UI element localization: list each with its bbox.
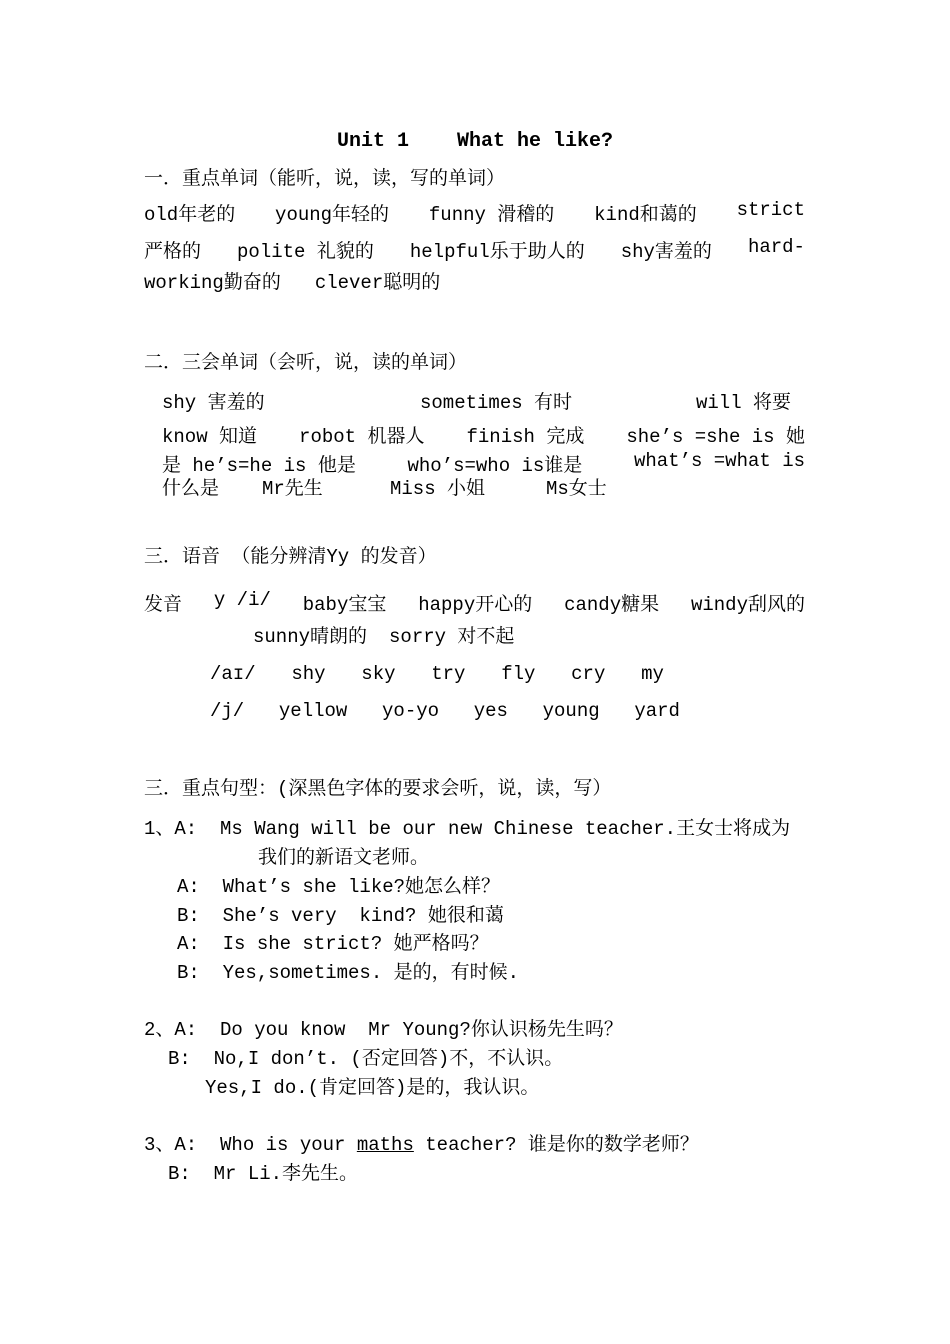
dialogue3-text: 3、A: Who is your	[144, 1134, 357, 1156]
word-item: will 将要	[696, 392, 792, 414]
section2-line1c	[696, 392, 791, 415]
vocab-item: 严格的	[144, 241, 202, 263]
phonics-item: sorry 对不起	[389, 626, 515, 648]
section1-line1	[144, 199, 805, 226]
phonics-item: fly	[501, 663, 536, 685]
dialogue1-line2: 我们的新语文老师。	[258, 847, 430, 869]
word-item: shy 害羞的	[162, 392, 265, 414]
section2-line4	[162, 478, 219, 501]
section2-line4d	[546, 478, 607, 501]
section1-line2	[144, 236, 805, 263]
dialogue2-line3: Yes,I do.(肯定回答)是的，我认识。	[205, 1077, 540, 1099]
word-item: 是 he’s=he is 他是	[162, 455, 356, 477]
phonics-item: my	[641, 663, 664, 685]
phonics-item: yard	[634, 700, 680, 722]
phonics-item: 发音	[144, 594, 183, 616]
vocab-item: shy害羞的	[620, 241, 712, 263]
word-item: what’s =what is	[633, 450, 805, 472]
word-item: robot 机器人	[299, 426, 425, 448]
vocab-item: young年轻的	[275, 204, 390, 226]
phonics-item: candy糖果	[564, 594, 660, 616]
dialogue3-text: teacher? 谁是你的数学老师？	[413, 1134, 699, 1156]
phonics-item: cry	[571, 663, 606, 685]
word-item: who’s=who is谁是	[407, 455, 583, 477]
vocab-item: hard-	[747, 236, 805, 258]
section2-line4c	[390, 478, 485, 501]
dialogue1-line5: A: Is she strict? 她严格吗？	[177, 933, 489, 955]
dialogue1-line1: 1、A: Ms Wang will be our new Chinese teacher.王女士将成为	[144, 818, 791, 840]
section2-line3	[162, 450, 805, 477]
dialogue3-line2: B: Mr Li.李先生。	[168, 1163, 359, 1185]
vocab-item: kind和蔼的	[594, 204, 697, 226]
dialogue1-line6: B: Yes,sometimes. 是的，有时候.	[177, 962, 520, 984]
phonics-item: /aɪ/	[210, 663, 256, 685]
word-item: Miss 小姐	[390, 478, 486, 500]
page-title: Unit 1 What he like?	[336, 130, 614, 153]
dialogue2-line1: 2、A: Do you know Mr Young?你认识杨先生吗？	[144, 1019, 623, 1041]
section2-heading: 二．三会单词（会听，说，读的单词）	[144, 352, 468, 374]
section2-line2	[162, 421, 805, 448]
phonics-item: /j/	[210, 700, 245, 722]
phonics-item: yellow	[278, 700, 348, 722]
phonics-item: sky	[361, 663, 396, 685]
section3-line1	[144, 589, 805, 616]
phonics-item: windy刮风的	[690, 594, 805, 616]
dialogue1-line3: A: What’s she like?她怎么样？	[177, 876, 501, 898]
phonics-item: try	[431, 663, 466, 685]
section2-line4b	[262, 478, 323, 501]
phonics-item: sunny晴朗的	[253, 626, 368, 648]
underlined-word: maths	[356, 1134, 414, 1156]
section4-heading: 三．重点句型：(深黑色字体的要求会听，说，读，写）	[144, 778, 612, 800]
vocab-item: working勤奋的	[144, 272, 281, 294]
vocab-item: old年老的	[144, 204, 236, 226]
section3-line2	[253, 626, 514, 649]
word-item: finish 完成	[466, 426, 585, 448]
vocab-item: clever聪明的	[314, 272, 441, 294]
dialogue1-line4: B: She’s very kind? 她很和蔼	[177, 905, 504, 927]
section2-line1b	[420, 392, 572, 415]
section3-heading: 三．语音 （能分辨清Yy 的发音）	[144, 546, 437, 568]
section2-line1	[162, 392, 265, 415]
phonics-item: shy	[291, 663, 326, 685]
phonics-item: baby宝宝	[302, 594, 387, 616]
word-item: Mr先生	[262, 478, 323, 500]
word-item: sometimes 有时	[420, 392, 573, 414]
vocab-item: strict	[736, 199, 805, 221]
section1-line3	[144, 272, 440, 295]
word-item: 什么是	[162, 478, 220, 500]
vocab-item: funny 滑稽的	[428, 204, 555, 226]
vocab-item: polite 礼貌的	[237, 241, 374, 263]
phonics-item: young	[542, 700, 600, 722]
phonics-item: yes	[473, 700, 508, 722]
phonics-item: y /i/	[213, 589, 271, 611]
section3-line4	[210, 700, 680, 722]
section1-heading: 一．重点单词（能听，说，读，写的单词）	[144, 168, 506, 190]
word-item: Ms女士	[546, 478, 607, 500]
phonics-item: happy开心的	[418, 594, 533, 616]
word-item: know 知道	[162, 426, 258, 448]
dialogue2-line2: B: No,I don’t. (否定回答)不，不认识。	[168, 1048, 564, 1070]
word-item: she’s =she is 她	[626, 426, 805, 448]
dialogue3-line1	[144, 1134, 699, 1157]
phonics-item: yo-yo	[382, 700, 440, 722]
vocab-item: helpful乐于助人的	[409, 241, 585, 263]
section3-line3	[210, 663, 664, 685]
